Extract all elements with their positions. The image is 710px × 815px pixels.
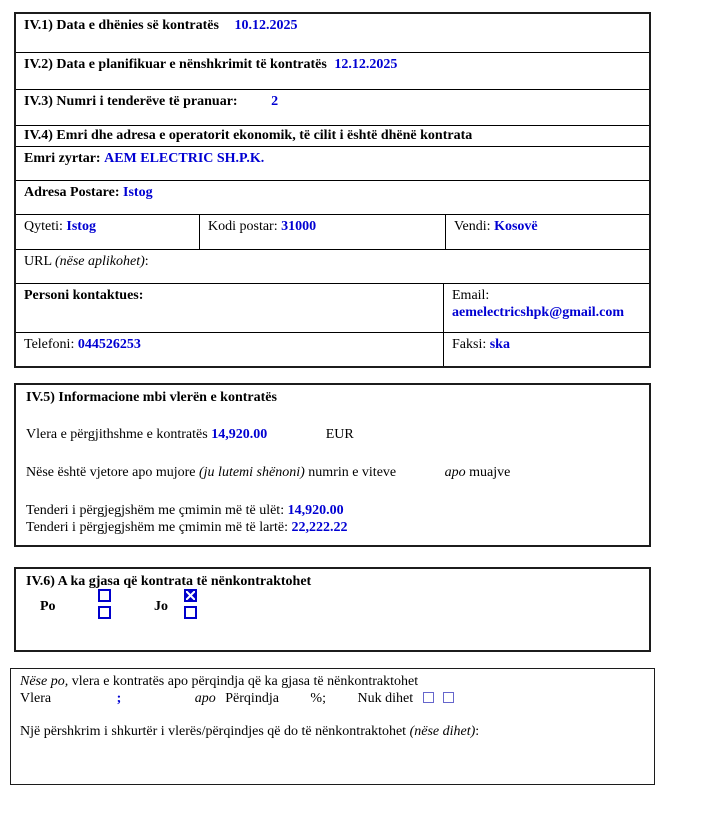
row-city-postcode-country	[16, 215, 649, 250]
email-cell	[443, 284, 649, 332]
fax-label: Faksi:	[452, 337, 487, 352]
period-note: (ju lutemi shënoni)	[199, 465, 305, 480]
iv6-header: IV.6) A ka gjasa që kontrata të nënkontraktohet	[26, 574, 312, 589]
row-iv4-header	[16, 126, 649, 147]
subcontract-intro-rest: vlera e kontratës apo përqindja që ka gjasa të nënkontraktohet	[71, 674, 419, 689]
phone-cell	[16, 333, 443, 366]
country-cell	[445, 215, 649, 249]
period-text1: Nëse është vjetore apo mujore	[26, 465, 196, 480]
highest-tender-line	[26, 519, 639, 536]
section-iv5-contract-value	[14, 383, 651, 547]
subcontract-intro-line	[20, 673, 645, 690]
contact-person-cell	[16, 284, 443, 332]
no-label: Jo	[154, 599, 168, 614]
postcode-value: 31000	[281, 219, 317, 234]
iv1-date-value: 10.12.2025	[234, 18, 298, 33]
total-value: 14,920.00	[211, 427, 268, 442]
official-name-label: Emri zyrtar:	[24, 151, 101, 166]
iv3-count-value: 2	[271, 94, 279, 109]
iv2-date-value: 12.12.2025	[334, 57, 398, 72]
email-label: Email:	[452, 288, 490, 303]
subcontract-description-line	[20, 723, 645, 740]
row-contact-email	[16, 284, 649, 333]
row-url	[16, 250, 649, 284]
subcontract-intro-italic: Nëse po,	[20, 674, 69, 689]
unknown-checkbox-1[interactable]	[423, 692, 434, 703]
row-postal-address	[16, 181, 649, 215]
subcontract-apo: apo	[194, 691, 216, 706]
url-note: (nëse aplikohet)	[54, 254, 145, 269]
subcontract-value-line	[20, 690, 645, 707]
percent-sign: %;	[310, 691, 326, 706]
phone-value: 044526253	[77, 337, 141, 352]
iv2-label: IV.2) Data e planifikuar e nënshkrimit të kontratës	[24, 57, 327, 72]
description-colon: :	[475, 724, 480, 739]
period-line	[26, 464, 639, 481]
contact-person-label: Personi kontaktues:	[24, 288, 144, 303]
email-value: aemelectricshpk@gmail.com	[452, 305, 625, 320]
postal-address-value: Istog	[123, 185, 153, 200]
yes-checkbox-top[interactable]	[98, 589, 111, 602]
period-text3: muajve	[469, 465, 511, 480]
yes-label: Po	[40, 599, 56, 614]
iv4-header: IV.4) Emri dhe adresa e operatorit ekonomik, të cilit i është dhënë kontrata	[24, 128, 473, 143]
row-tenders-received	[16, 90, 649, 126]
city-label: Qyteti:	[24, 219, 63, 234]
country-value: Kosovë	[494, 219, 538, 234]
subcontract-semicolon: ;	[116, 691, 122, 706]
official-name-value: AEM ELECTRIC SH.P.K.	[104, 151, 265, 166]
iv1-label: IV.1) Data e dhënies së kontratës	[24, 18, 219, 33]
fax-value: ska	[489, 337, 510, 352]
total-value-line	[26, 426, 639, 443]
iv5-header: IV.5) Informacione mbi vlerën e kontratës	[26, 390, 277, 405]
fax-cell	[443, 333, 649, 366]
sections-iv1-iv4-table	[14, 12, 651, 368]
lowest-tender-label: Tenderi i përgjegjshëm me çmimin më të ulët:	[26, 503, 285, 518]
no-checkbox-top[interactable]	[184, 589, 197, 602]
currency-label: EUR	[325, 427, 354, 442]
no-checkbox-bottom[interactable]	[184, 606, 197, 619]
subcontract-value-label: Vlera	[20, 691, 52, 706]
postcode-label: Kodi postar:	[208, 219, 278, 234]
row-phone-fax	[16, 333, 649, 366]
city-cell	[16, 215, 199, 249]
yes-checkbox-bottom[interactable]	[98, 606, 111, 619]
period-text2: numrin e viteve	[308, 465, 397, 480]
description-note: (nëse dihet)	[409, 724, 476, 739]
row-official-name	[16, 147, 649, 181]
highest-tender-label: Tenderi i përgjegjshëm me çmimin më të lartë:	[26, 520, 288, 535]
total-value-label: Vlera e përgjithshme e kontratës	[26, 427, 208, 442]
row-contract-signing-date	[16, 53, 649, 90]
url-colon: :	[144, 254, 149, 269]
unknown-checkbox-2[interactable]	[443, 692, 454, 703]
percent-label: Përqindja	[225, 691, 279, 706]
description-text: Një përshkrim i shkurtër i vlerës/përqindjes që do të nënkontraktohet	[20, 724, 407, 739]
city-value: Istog	[66, 219, 96, 234]
row-contract-award-date	[16, 14, 649, 53]
section-subcontract-details	[10, 668, 655, 785]
period-apo: apo	[444, 465, 466, 480]
url-label: URL	[24, 254, 52, 269]
country-label: Vendi:	[454, 219, 491, 234]
lowest-tender-value: 14,920.00	[287, 503, 344, 518]
highest-tender-value: 22,222.22	[291, 520, 348, 535]
iv3-label: IV.3) Numri i tenderëve të pranuar:	[24, 94, 238, 109]
lowest-tender-line	[26, 502, 639, 519]
postcode-cell	[199, 215, 445, 249]
postal-address-label: Adresa Postare:	[24, 185, 120, 200]
section-iv6-subcontracting	[14, 567, 651, 652]
phone-label: Telefoni:	[24, 337, 75, 352]
unknown-label: Nuk dihet	[357, 691, 414, 706]
